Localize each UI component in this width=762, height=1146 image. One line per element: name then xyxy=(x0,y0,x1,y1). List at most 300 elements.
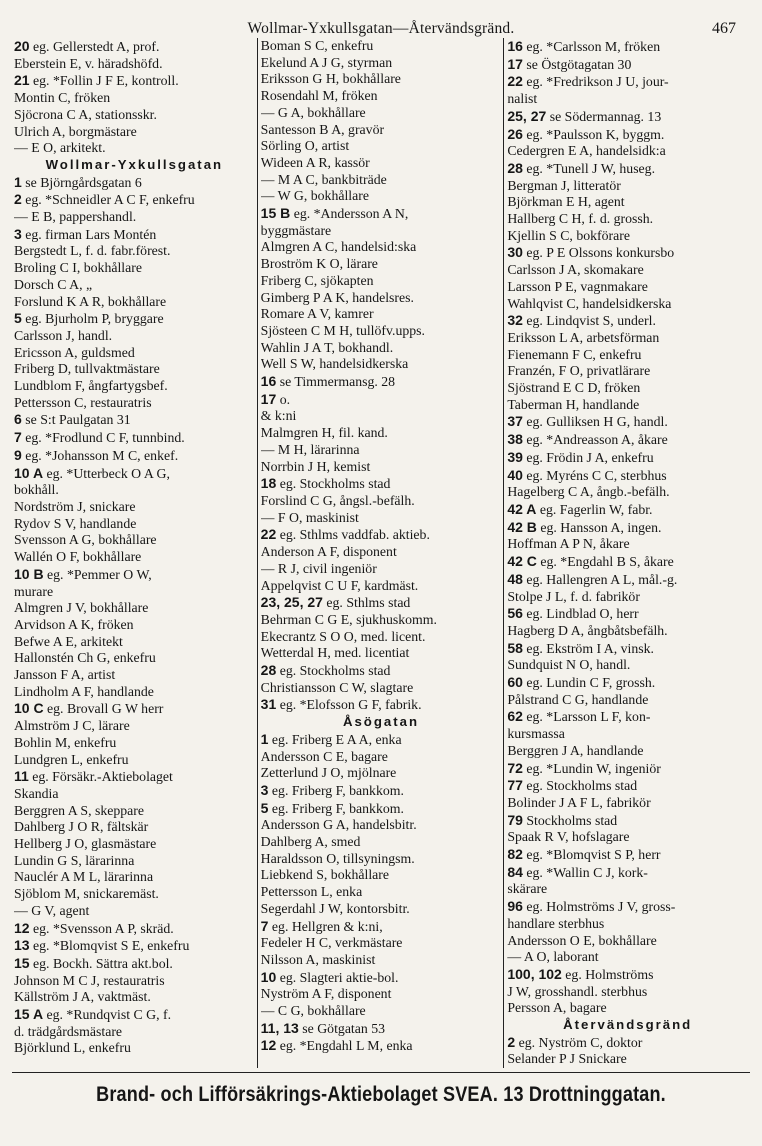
directory-entry xyxy=(14,465,255,483)
house-number: 26 xyxy=(507,125,523,142)
entry-text: Berggren A S, skeppare xyxy=(14,802,145,818)
entry-text: — A O, laborant xyxy=(507,949,599,965)
entry-text: Eriksson L A, arbetsförman xyxy=(507,329,660,345)
entry-text: Nyström A F, disponent xyxy=(260,986,392,1002)
entry-text: Sjöstrand E C D, fröken xyxy=(507,380,641,396)
house-number: 1 xyxy=(14,173,22,190)
entry-text: Hallberg C H, f. d. grossh. xyxy=(507,211,654,227)
directory-entry xyxy=(14,124,255,141)
directory-entry xyxy=(507,898,748,916)
entry-text: — M A C, bankbiträde xyxy=(260,171,387,187)
entry-text: eg. *Lundin W, ingeniör xyxy=(522,760,661,776)
directory-entry xyxy=(14,429,255,447)
entry-text: Boman S C, enkefru xyxy=(260,38,374,53)
entry-text: Larsson P E, vagnmakare xyxy=(507,278,648,294)
entry-text: Taberman H, handlande xyxy=(507,396,640,412)
directory-entry xyxy=(507,431,748,449)
entry-text: — M H, lärarinna xyxy=(260,441,360,457)
street-heading: Åsögatan xyxy=(342,714,420,730)
house-number: 11 xyxy=(14,768,29,785)
house-number: 84 xyxy=(507,863,523,880)
house-number: 30 xyxy=(507,244,523,261)
directory-entry xyxy=(507,777,748,795)
directory-entry xyxy=(507,501,748,519)
house-number: 82 xyxy=(507,846,523,863)
entry-text: eg. Lindblad O, herr xyxy=(522,606,639,622)
house-number: 20 xyxy=(14,38,30,54)
directory-entry xyxy=(14,566,255,584)
entry-text: kursmassa xyxy=(507,726,565,742)
house-number: 3 xyxy=(14,225,22,242)
entry-text: eg. Lindqvist S, underl. xyxy=(522,313,656,329)
entry-text: eg. *Follin J F E, kontroll. xyxy=(29,73,179,89)
entry-text: Almgren A C, handelsid:ska xyxy=(260,239,417,255)
entry-text: eg. Brovall G W herr xyxy=(43,701,164,717)
directory-entry xyxy=(507,347,748,364)
entry-text: Nauclér A M L, lärarinna xyxy=(14,869,154,885)
directory-entry xyxy=(261,612,502,629)
entry-text: Bergstedt L, f. d. fabr.förest. xyxy=(14,243,171,259)
house-number: 18 xyxy=(260,475,277,492)
house-number: 10 xyxy=(260,968,277,985)
entry-text: Johnson M C J, restauratris xyxy=(14,972,165,988)
entry-text: Wideen A R, kassör xyxy=(260,154,370,170)
entry-text: eg. *Andreasson A, åkare xyxy=(522,432,668,448)
house-number: 2 xyxy=(14,191,22,208)
directory-entry xyxy=(261,88,502,105)
entry-text: Hoffman A P N, åkare xyxy=(507,536,630,552)
directory-entry xyxy=(507,605,748,623)
directory-entry xyxy=(261,969,502,987)
directory-entry xyxy=(261,475,502,493)
directory-entry xyxy=(261,1020,502,1038)
directory-entry xyxy=(261,122,502,139)
house-number: 62 xyxy=(507,708,523,725)
entry-text: Lundin G S, lärarinna xyxy=(14,852,135,868)
entry-text: Nilsson A, maskinist xyxy=(260,951,376,967)
directory-entry xyxy=(261,408,502,425)
directory-entry xyxy=(14,277,255,294)
entry-text: eg. Ekström I A, vinsk. xyxy=(522,640,654,656)
entry-text: Almström J C, lärare xyxy=(14,718,130,734)
entry-text: murare xyxy=(14,583,54,599)
entry-text: eg. Holmströms J V, gross- xyxy=(522,899,676,915)
directory-entry xyxy=(261,817,502,834)
entry-text: Hagberg D A, ångbåtsbefälh. xyxy=(507,622,668,638)
directory-entry xyxy=(507,330,748,347)
house-number: 2 xyxy=(507,1033,516,1050)
directory-entry xyxy=(261,867,502,884)
house-number: 28 xyxy=(507,159,523,176)
entry-text: se Timmermansg. 28 xyxy=(276,374,396,390)
house-number: 39 xyxy=(507,448,523,465)
directory-entry xyxy=(14,140,255,157)
entry-text: Segerdahl J W, kontorsbitr. xyxy=(260,900,410,916)
directory-entry xyxy=(507,760,748,778)
directory-entry xyxy=(14,516,255,533)
entry-text: eg. *Elofsson G F, fabrik. xyxy=(276,697,422,713)
entry-text: eg. Frödin J A, enkefru xyxy=(522,449,654,465)
entry-text: eg. Sthlms stad xyxy=(322,595,411,611)
directory-entry xyxy=(261,561,502,578)
house-number: 10 C xyxy=(14,700,44,717)
directory-entry xyxy=(14,684,255,701)
entry-text: se Götgatan 53 xyxy=(298,1020,386,1036)
entry-text: Lundgren L, enkefru xyxy=(14,751,129,767)
entry-text: — R J, civil ingeniör xyxy=(260,560,377,576)
directory-entry xyxy=(14,226,255,244)
entry-text: Well S W, handelsidkerska xyxy=(260,356,409,372)
entry-text: eg. Hellgren & k:ni, xyxy=(268,918,383,934)
entry-text: eg. Lundin C F, grossh. xyxy=(522,675,656,691)
directory-entry xyxy=(507,262,748,279)
entry-text: Friberg C, sjökapten xyxy=(260,272,374,288)
entry-text: Kjellin S C, bokförare xyxy=(507,227,630,243)
entry-text: eg. Bockh. Sättra akt.bol. xyxy=(29,955,173,971)
entry-text: Sörling O, artist xyxy=(260,138,350,154)
directory-entry xyxy=(507,864,748,882)
directory-entry xyxy=(14,973,255,990)
directory-entry xyxy=(14,174,255,192)
entry-text: Romare A V, kamrer xyxy=(260,306,374,322)
directory-entry xyxy=(261,662,502,680)
house-number: 32 xyxy=(507,312,523,329)
directory-entry xyxy=(261,544,502,561)
entry-text: eg. *Wallin C J, kork- xyxy=(522,864,648,880)
entry-text: Stolpe J L, f. d. fabrikör xyxy=(507,588,640,604)
house-number: 15 B xyxy=(260,205,291,222)
directory-entry xyxy=(14,819,255,836)
directory-entry xyxy=(14,853,255,870)
directory-entry xyxy=(261,952,502,969)
entry-text: Santesson B A, gravör xyxy=(260,121,385,137)
entry-text: Jansson F A, artist xyxy=(14,667,116,683)
entry-text: Befwe A E, arkitekt xyxy=(14,633,123,649)
entry-text: eg. Fagerlin W, fabr. xyxy=(536,501,653,517)
house-number: 16 xyxy=(260,373,277,390)
entry-text: Malmgren H, fil. kand. xyxy=(260,425,388,441)
directory-entry xyxy=(261,172,502,189)
directory-entry xyxy=(507,73,748,91)
directory-entry xyxy=(14,499,255,516)
column-2 xyxy=(257,38,504,1068)
house-number: 40 xyxy=(507,466,523,483)
directory-entry xyxy=(507,589,748,606)
entry-text: bokhåll. xyxy=(14,482,59,498)
directory-entry xyxy=(261,1037,502,1055)
directory-entry xyxy=(507,726,748,743)
entry-text: eg. *Rundqvist C G, f. xyxy=(43,1007,172,1023)
entry-text: Broling C I, bokhållare xyxy=(14,260,142,276)
directory-entry xyxy=(14,903,255,920)
entry-text: & k:ni xyxy=(260,408,297,424)
entry-text: Svensson A G, bokhållare xyxy=(14,532,157,548)
entry-text: nalist xyxy=(507,91,538,107)
entry-text: Andersson C E, bagare xyxy=(260,748,388,764)
entry-text: Björkman E H, agent xyxy=(507,194,625,210)
house-number: 17 xyxy=(260,390,277,407)
directory-entry xyxy=(14,768,255,786)
entry-text: se Östgötagatan 30 xyxy=(522,56,632,72)
directory-entry xyxy=(14,752,255,769)
directory-entry xyxy=(14,617,255,634)
entry-text: Fedeler H C, verkmästare xyxy=(260,935,403,951)
running-title: Wollmar-Yxkullsgatan—Återvändsgränd. xyxy=(247,20,515,37)
advertisement-banner: Brand- och Lifförsäkrings-Aktiebolaget SVEA. 13 Drottninggatan. xyxy=(96,1083,666,1107)
entry-text: Skandia xyxy=(14,785,59,801)
directory-entry xyxy=(261,782,502,800)
entry-text: eg. P E Olssons konkursbo xyxy=(522,245,675,261)
house-number: 3 xyxy=(260,781,269,798)
entry-text: Haraldsson O, tillsyningsm. xyxy=(260,850,415,866)
entry-text: eg. Stockholms stad xyxy=(276,663,391,679)
directory-entry xyxy=(14,700,255,718)
house-number: 1 xyxy=(260,730,269,747)
directory-entry xyxy=(507,536,748,553)
entry-text: Andersson O E, bokhållare xyxy=(507,932,657,948)
entry-text: byggmästare xyxy=(260,222,332,238)
directory-entry xyxy=(507,916,748,933)
entry-text: Rosendahl M, fröken xyxy=(260,88,378,104)
directory-entry xyxy=(14,667,255,684)
directory-entry xyxy=(14,718,255,735)
directory-entry xyxy=(261,594,502,612)
directory-entry xyxy=(261,731,502,749)
house-number: 79 xyxy=(507,811,523,828)
house-number: 56 xyxy=(507,605,523,622)
entry-text: eg. *Engdahl L M, enka xyxy=(276,1038,413,1054)
house-number: 11, 13 xyxy=(260,1019,299,1036)
entry-text: Gimberg P A K, handelsres. xyxy=(260,289,414,305)
directory-entry xyxy=(14,634,255,651)
entry-text: eg. *Frodlund C F, tunnbind. xyxy=(21,430,185,446)
directory-entry xyxy=(507,657,748,674)
entry-text: Forslind C G, ångsl.-befälh. xyxy=(260,492,415,508)
directory-entry xyxy=(261,510,502,527)
entry-text: Sundquist N O, handl. xyxy=(507,657,631,673)
directory-entry xyxy=(14,328,255,345)
entry-text: — G V, agent xyxy=(14,902,90,918)
directory-entry xyxy=(14,38,255,56)
entry-text: eg. *Fredrikson J U, jour- xyxy=(522,74,669,90)
entry-text: — E O, arkitekt. xyxy=(14,140,106,156)
entry-text: Cedergren E A, handelsidk:a xyxy=(507,143,666,159)
entry-text: eg. *Pemmer O W, xyxy=(43,566,152,582)
directory-entry xyxy=(507,56,748,74)
entry-text: se S:t Paulgatan 31 xyxy=(21,412,131,428)
directory-entry xyxy=(14,735,255,752)
directory-entry xyxy=(261,680,502,697)
directory-entry xyxy=(261,55,502,72)
directory-entry xyxy=(507,743,748,760)
entry-text: Ulrich A, borgmästare xyxy=(14,123,137,139)
entry-text: Stockholms stad xyxy=(522,812,618,828)
entry-text: Sjösteen C M H, tullöfv.upps. xyxy=(260,322,425,338)
house-number: 7 xyxy=(260,917,269,934)
house-number: 13 xyxy=(14,937,30,954)
entry-text: eg. Friberg E A A, enka xyxy=(268,731,402,747)
entry-text: Eberstein E, v. häradshöfd. xyxy=(14,55,163,71)
directory-entry xyxy=(507,160,748,178)
entry-text: eg. *Blomqvist S P, herr xyxy=(522,847,661,863)
directory-entry xyxy=(261,442,502,459)
house-number: 15 xyxy=(14,954,30,971)
entry-text: eg. Slagteri aktie-bol. xyxy=(276,969,399,985)
entry-text: eg. *Carlsson M, fröken xyxy=(522,39,661,54)
entry-text: — F O, maskinist xyxy=(260,509,359,525)
directory-entry xyxy=(261,851,502,868)
directory-entry xyxy=(14,243,255,260)
directory-entry xyxy=(261,918,502,936)
directory-entry xyxy=(14,209,255,226)
directory-entry xyxy=(14,584,255,601)
entry-text: Pålstrand C G, handlande xyxy=(507,691,649,707)
directory-entry xyxy=(14,294,255,311)
house-number: 77 xyxy=(507,777,523,794)
entry-text: se Björngårdsgatan 6 xyxy=(21,174,142,190)
column-1 xyxy=(12,38,257,1068)
directory-entry xyxy=(507,244,748,262)
entry-text: Arvidson A K, fröken xyxy=(14,616,134,632)
entry-text: d. trädgårdsmästare xyxy=(14,1023,123,1039)
column-3 xyxy=(503,38,750,1068)
directory-entry xyxy=(507,949,748,966)
directory-entry xyxy=(261,239,502,256)
directory-entry xyxy=(507,881,748,898)
directory-entry xyxy=(14,107,255,124)
entry-text: Friberg D, tullvaktmästare xyxy=(14,361,160,377)
entry-text: Eriksson G H, bokhållare xyxy=(260,71,401,87)
entry-text: Spaak R V, hofslagare xyxy=(507,829,630,845)
directory-entry xyxy=(14,1024,255,1041)
directory-entry xyxy=(507,708,748,726)
entry-text: Dorsch C A, „ xyxy=(14,276,93,292)
street-heading: Wollmar-Yxkullsgatan xyxy=(45,156,224,172)
directory-entry xyxy=(261,935,502,952)
entry-text: J W, grosshandl. sterbhus xyxy=(507,983,648,999)
entry-text: — E B, pappershandl. xyxy=(14,209,137,225)
directory-entry xyxy=(261,306,502,323)
directory-entry xyxy=(14,937,255,955)
directory-entry xyxy=(14,72,255,90)
directory-entry xyxy=(14,549,255,566)
entry-text: Selander P J Snickare xyxy=(507,1051,627,1067)
entry-text: handlare sterbhus xyxy=(507,915,605,931)
directory-entry xyxy=(14,411,255,429)
directory-entry xyxy=(261,323,502,340)
house-number: 58 xyxy=(507,639,523,656)
directory-entry xyxy=(507,812,748,830)
directory-entry xyxy=(507,312,748,330)
entry-text: Almgren J V, bokhållare xyxy=(14,600,149,616)
entry-text: Carlsson J A, skomakare xyxy=(507,262,644,278)
entry-text: Hellberg J O, glasmästare xyxy=(14,836,157,852)
directory-entry xyxy=(14,395,255,412)
directory-entry xyxy=(507,829,748,846)
directory-entry xyxy=(14,1040,255,1057)
directory-entry xyxy=(507,279,748,296)
entry-text: Forslund K A R, bokhållare xyxy=(14,293,167,309)
directory-entry xyxy=(261,71,502,88)
directory-entry xyxy=(14,955,255,973)
entry-text: Christiansson C W, slagtare xyxy=(260,679,414,695)
entry-text: Sjöcrona C A, stationsskr. xyxy=(14,106,157,122)
entry-text: eg. *Johansson M C, enkef. xyxy=(21,447,179,463)
entry-text: Källström J A, vaktmäst. xyxy=(14,989,151,1005)
directory-entry xyxy=(261,138,502,155)
directory-entry xyxy=(507,692,748,709)
directory-entry xyxy=(507,413,748,431)
directory-entry xyxy=(261,800,502,818)
directory-entry xyxy=(507,966,748,984)
house-number: 60 xyxy=(507,674,523,691)
directory-entry xyxy=(507,484,748,501)
directory-entry xyxy=(14,378,255,395)
house-number: 7 xyxy=(14,429,22,446)
house-number: 42 B xyxy=(507,518,537,535)
entry-text: eg. Holmströms xyxy=(561,966,654,982)
entry-text: Lindholm A F, handlande xyxy=(14,683,154,699)
directory-entry xyxy=(14,600,255,617)
directory-entry xyxy=(507,126,748,144)
entry-text: o. xyxy=(276,391,291,407)
directory-entry xyxy=(507,228,748,245)
directory-entry xyxy=(14,886,255,903)
house-number: 10 A xyxy=(14,464,44,481)
entry-text: eg. Sthlms vaddfab. aktieb. xyxy=(276,527,430,543)
entry-text: Bolinder J A F L, fabrikör xyxy=(507,794,651,810)
directory-entry xyxy=(261,459,502,476)
entry-text: eg. *Paulsson K, byggm. xyxy=(522,126,665,142)
directory-entry xyxy=(261,696,502,714)
street-heading: Återvändsgränd xyxy=(563,1017,693,1033)
entry-text: Broström K O, lärare xyxy=(260,256,378,272)
entry-text: eg. *Tunell J W, huseg. xyxy=(522,160,656,176)
entry-text: eg. Bjurholm P, bryggare xyxy=(21,311,164,327)
house-number: 5 xyxy=(260,799,269,816)
house-number: 42 A xyxy=(507,500,537,517)
house-number: 21 xyxy=(14,72,30,89)
entry-text: se Södermannag. 13 xyxy=(546,108,662,124)
footer-rule xyxy=(12,1072,750,1073)
entry-text: eg. Friberg F, bankkom. xyxy=(268,800,404,816)
entry-text: Zetterlund J O, mjölnare xyxy=(260,765,397,781)
directory-entry xyxy=(261,578,502,595)
house-number: 15 A xyxy=(14,1006,44,1023)
directory-entry xyxy=(261,340,502,357)
entry-text: Montin C, fröken xyxy=(14,90,111,106)
house-number: 17 xyxy=(507,55,523,72)
directory-entry xyxy=(261,526,502,544)
directory-entry xyxy=(507,674,748,692)
directory-columns xyxy=(12,38,750,1068)
directory-entry xyxy=(14,532,255,549)
house-number: 42 C xyxy=(507,553,537,570)
entry-text: — W G, bokhållare xyxy=(260,188,369,204)
directory-entry xyxy=(261,884,502,901)
entry-text: Franzén, F O, privatlärare xyxy=(507,363,651,379)
directory-entry xyxy=(507,363,748,380)
entry-text: Appelqvist C U F, kardmäst. xyxy=(260,577,419,593)
directory-entry xyxy=(14,989,255,1006)
directory-entry xyxy=(261,223,502,240)
page-number: 467 xyxy=(712,20,736,37)
house-number: 6 xyxy=(14,411,22,428)
entry-text: Persson A, bagare xyxy=(507,1000,607,1016)
directory-entry xyxy=(261,205,502,223)
directory-entry xyxy=(507,178,748,195)
entry-text: Wetterdal H, med. licentiat xyxy=(260,645,410,661)
